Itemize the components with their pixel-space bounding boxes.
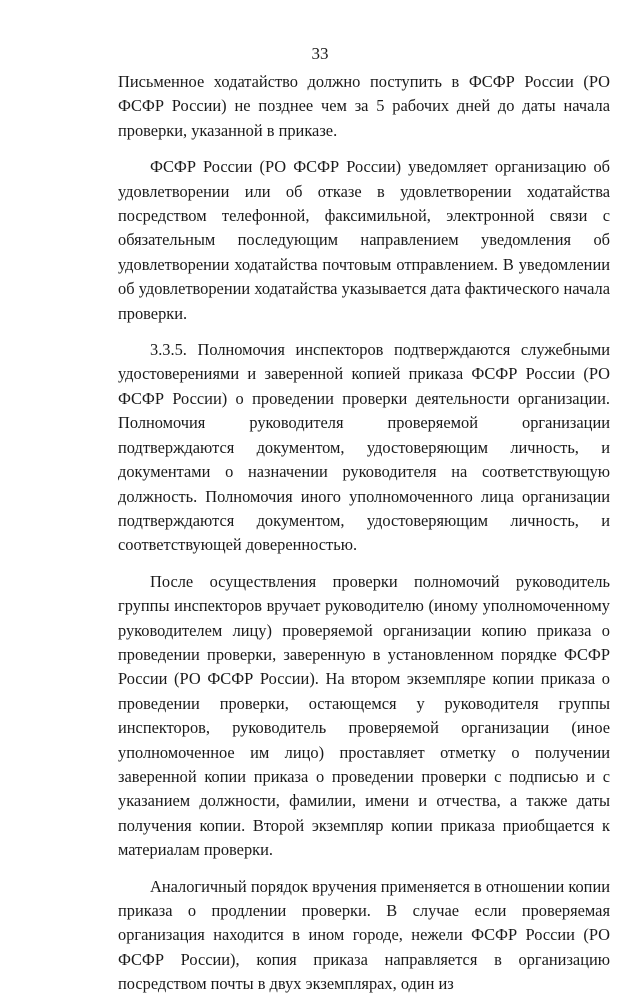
paragraph-petition-deadline: Письменное ходатайство должно поступить в ФСФР России (РО ФСФР России) не позднее чем за 5 рабочих дней до даты начала проверки, указанной в приказе. <box>118 72 610 140</box>
paragraph-notification: ФСФР России (РО ФСФР России) уведомляет организацию об удовлетворении или об отказе в удовлетворении ходатайства посредством телефонной, факсимильной, электронной связи с обязательным последующим направлением уведомления об удовлетворении ходатайства почтовым отправлением. В уведомлении об удовлетворении ходатайства указывается дата фактического начала проверки. <box>118 157 610 323</box>
paragraph-3-3-5-authority: 3.3.5. Полномочия инспекторов подтверждаются служебными удостоверениями и заверенной копией приказа ФСФР России (РО ФСФР России) о проведении проверки деятельности организации. Полномочия руководителя проверяемой организации подтверждаются документом, удостоверяющим личность, и документами о назначении руководителя на соответствующую должность. Полномочия иного уполномоченного лица организации подтверждаются документом, удостоверяющим личность, и соответствующей доверенностью. <box>118 340 610 555</box>
document-body <box>118 70 610 997</box>
paragraph-order-handover: После осуществления проверки полномочий руководитель группы инспекторов вручает руководителю (иному уполномоченному руководителем лицу) проверяемой организации копию приказа о проведении проверки, заверенную в установленном порядке ФСФР России (РО ФСФР России). На втором экземпляре копии приказа о проведении проверки, остающемся у руководителя группы инспекторов, руководитель проверяемой организации (иное уполномоченное им лицо) проставляет отметку о получении заверенной копии приказа о проведении проверки с подписью и с указанием должности, фамилии, имени и отчества, а также даты получения копии. Второй экземпляр копии приказа приобщается к материалам проверки. <box>118 571 610 860</box>
paragraph-extension-delivery: Аналогичный порядок вручения применяется в отношении копии приказа о продлении проверки. В случае если проверяемая организация находится в ином городе, нежели ФСФР России (РО ФСФР России), копия приказа направляется в организацию посредством почты в двух экземплярах, один из <box>118 876 610 994</box>
page-number: 33 <box>311 44 329 63</box>
